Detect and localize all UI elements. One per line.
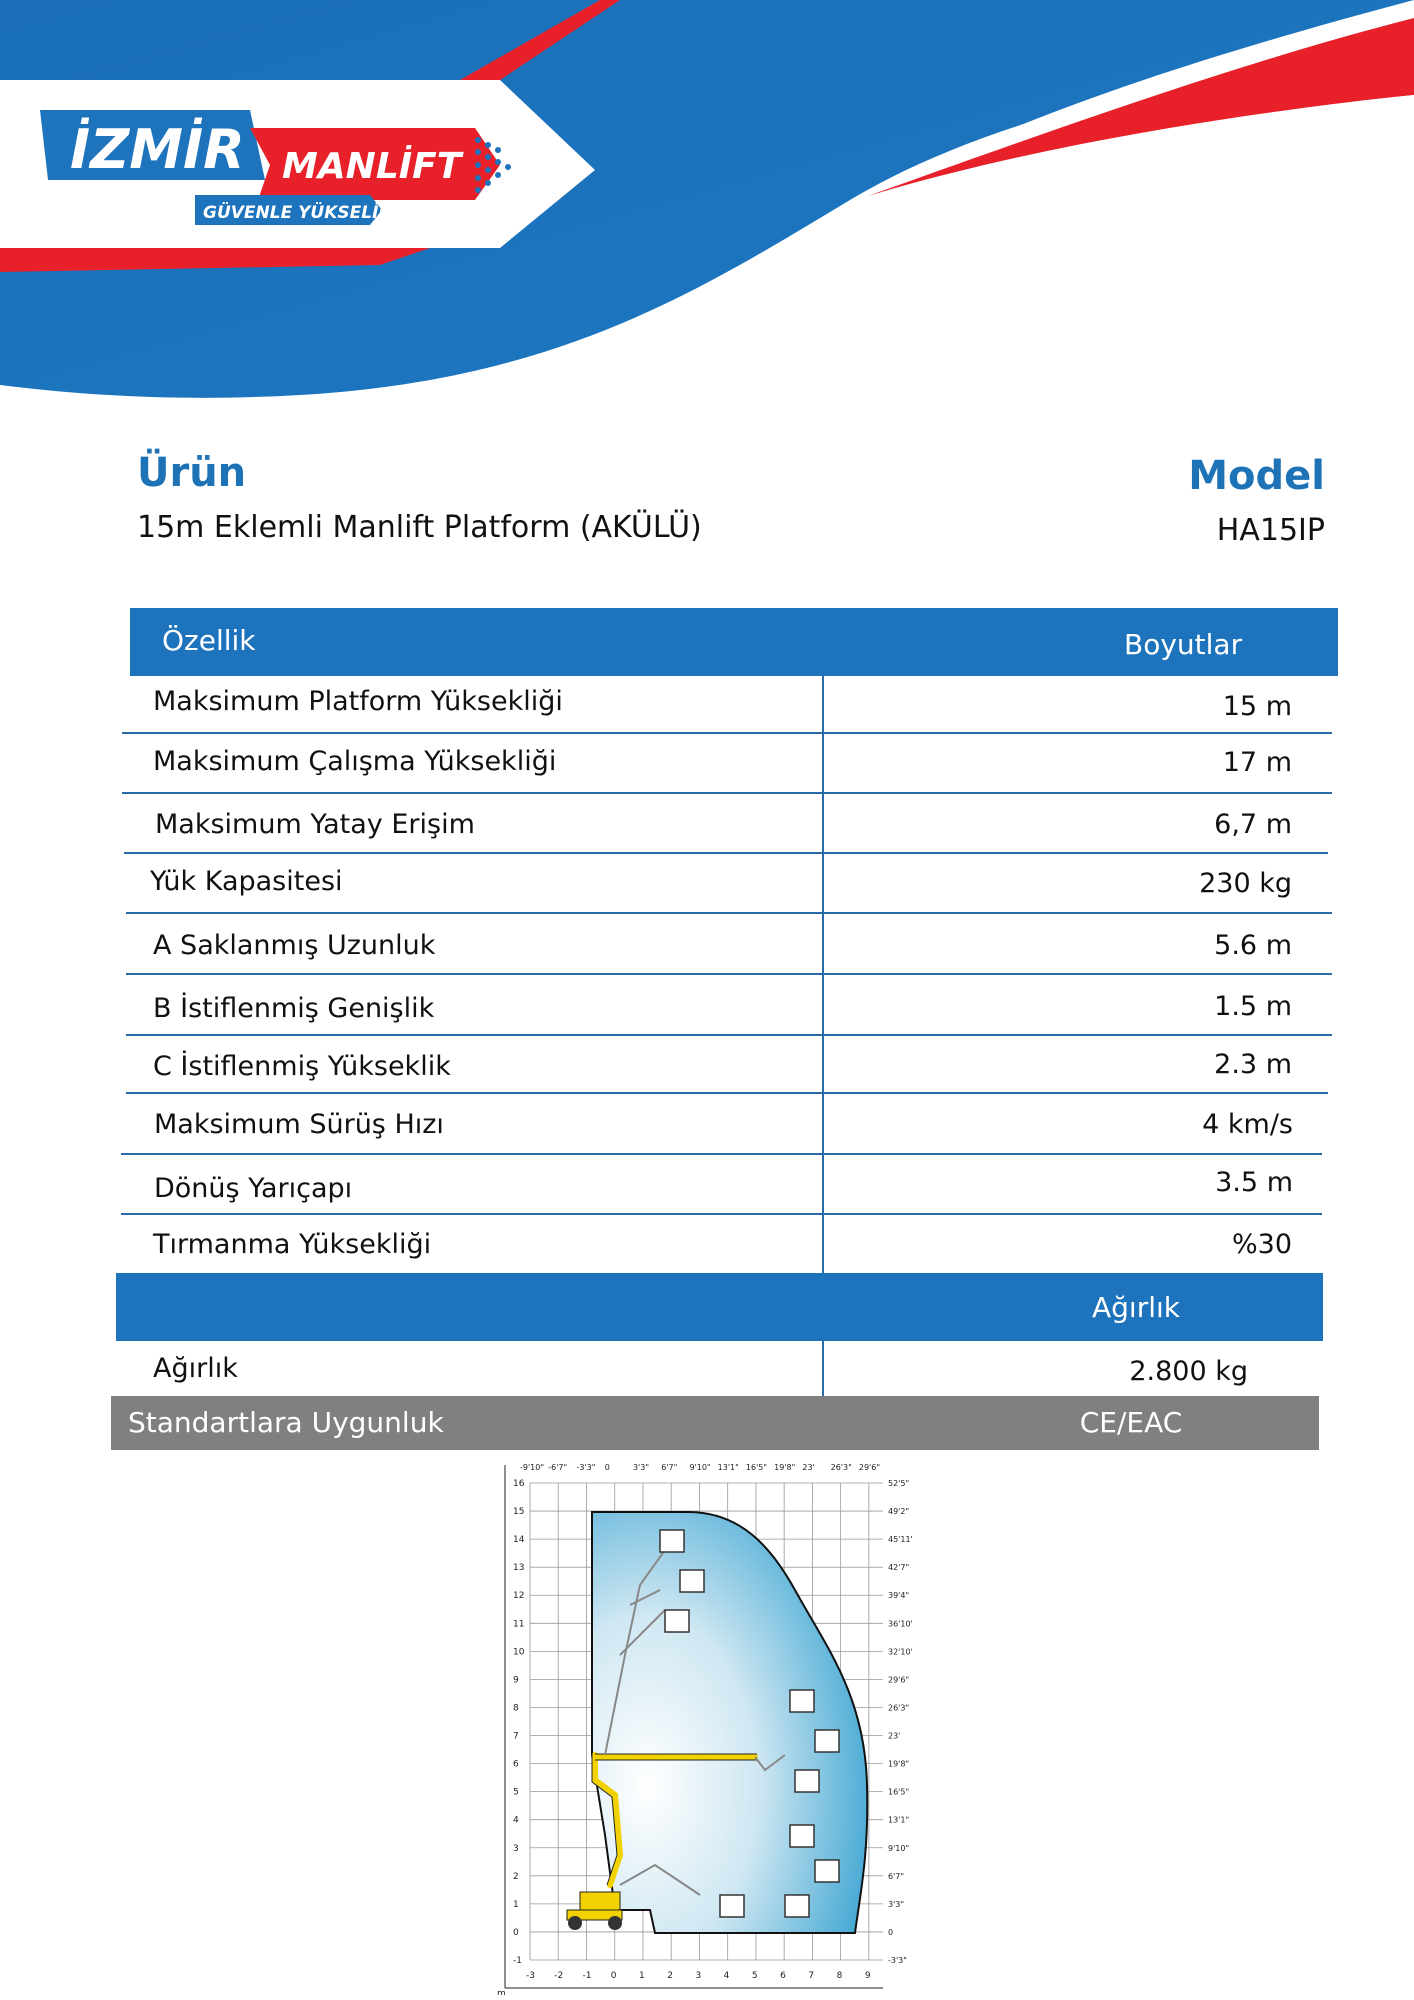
right-tick-label: 3'3" — [888, 1899, 905, 1909]
top-tick-label: 6'7" — [661, 1463, 678, 1472]
spec-key: Dönüş Yarıçapı — [154, 1173, 353, 1204]
left-tick-label: 13 — [513, 1563, 525, 1574]
left-tick-label: 7 — [513, 1731, 519, 1742]
bottom-tick-label: 2 — [667, 1971, 673, 1981]
left-tick-label: 9 — [513, 1675, 519, 1686]
bottom-tick-label: 6 — [780, 1971, 786, 1981]
left-tick-label: 4 — [513, 1815, 519, 1826]
right-tick-label: 36'10' — [888, 1619, 913, 1629]
right-tick-label: 13'1" — [888, 1815, 910, 1825]
spec-key: C İstiflenmiş Yükseklik — [153, 1051, 451, 1082]
logo-text-izmir: İZMİR — [70, 118, 245, 181]
unit-label: m — [497, 1989, 506, 1995]
right-tick-label: 39'4" — [888, 1591, 910, 1601]
spec-key: Maksimum Çalışma Yüksekliği — [153, 746, 557, 777]
product-name: 15m Eklemli Manlift Platform (AKÜLÜ) — [137, 510, 702, 545]
header-feature: Özellik — [162, 624, 256, 657]
standards-row — [111, 1396, 1319, 1450]
top-tick-label: 13'1" — [717, 1463, 739, 1472]
left-tick-label: 8 — [513, 1703, 519, 1714]
left-tick-label: 11 — [513, 1619, 525, 1630]
header-banner — [0, 0, 1414, 420]
spec-row — [126, 975, 1332, 1036]
weight-header: Ağırlık — [1092, 1291, 1180, 1324]
spec-key: Yük Kapasitesi — [150, 866, 343, 897]
left-tick-label: 0 — [513, 1927, 519, 1938]
right-tick-label: 42'7" — [888, 1563, 910, 1573]
spec-key: B İstiflenmiş Genişlik — [153, 993, 435, 1024]
right-tick-label: 49'2" — [888, 1507, 910, 1517]
spec-value: 4 km/s — [1202, 1109, 1293, 1140]
spec-key: Maksimum Yatay Erişim — [155, 809, 475, 840]
bottom-tick-label: 8 — [836, 1971, 843, 1981]
top-tick-label: 26'3" — [830, 1463, 852, 1472]
weight-row — [116, 1341, 1323, 1396]
spec-value: 3.5 m — [1215, 1167, 1293, 1198]
weight-header-band — [116, 1273, 1323, 1341]
spec-key: Tırmanma Yüksekliği — [153, 1229, 432, 1260]
left-tick-label: 14 — [513, 1535, 525, 1546]
spec-row — [122, 676, 1332, 734]
left-tick-label: 5 — [513, 1787, 519, 1798]
top-tick-label: 0 — [604, 1463, 610, 1472]
right-tick-label: 9'10" — [888, 1843, 910, 1853]
top-tick-label: 19'8" — [774, 1463, 796, 1472]
left-tick-label: 15 — [513, 1507, 525, 1518]
bottom-tick-label: 7 — [808, 1971, 815, 1981]
spec-row — [124, 794, 1328, 854]
bottom-tick-label: 3 — [695, 1971, 702, 1981]
right-tick-label: -3'3" — [888, 1956, 907, 1965]
bottom-tick-label: -1 — [582, 1971, 592, 1981]
left-tick-label: 3 — [513, 1843, 519, 1854]
bottom-tick-label: 4 — [723, 1971, 730, 1981]
bottom-tick-label: 9 — [864, 1971, 871, 1981]
spec-row — [126, 854, 1332, 914]
right-tick-label: 19'8" — [888, 1759, 910, 1769]
bottom-tick-label: 5 — [751, 1971, 758, 1981]
spec-value: 5.6 m — [1214, 930, 1292, 961]
weight-value: 2.800 kg — [1129, 1356, 1248, 1387]
top-tick-label: 23' — [802, 1463, 815, 1472]
logo-slogan: GÜVENLE YÜKSELİN — [203, 203, 393, 223]
bottom-tick-label: 0 — [610, 1971, 617, 1981]
right-tick-label: 6'7" — [888, 1871, 905, 1881]
standards-key: Standartlara Uygunluk — [128, 1406, 444, 1439]
working-range-diagram — [495, 1455, 920, 1995]
left-tick-label: 12 — [513, 1591, 525, 1602]
spec-row — [122, 734, 1332, 794]
spec-table-header — [130, 608, 1338, 676]
model-name: HA15IP — [1216, 513, 1325, 548]
top-tick-label: 9'10" — [689, 1463, 711, 1472]
spec-key: Maksimum Sürüş Hızı — [154, 1109, 444, 1140]
right-tick-label: 16'5" — [888, 1787, 910, 1797]
spec-row — [126, 1036, 1328, 1094]
top-tick-label: 29'6" — [858, 1463, 881, 1472]
spec-value: %30 — [1231, 1229, 1292, 1260]
top-tick-label: 3'3" — [632, 1463, 650, 1472]
spec-value: 6,7 m — [1214, 809, 1292, 840]
left-tick-label: 2 — [513, 1871, 519, 1882]
logo-text-manlift: MANLİFT — [282, 146, 462, 187]
right-tick-label: 23' — [888, 1731, 901, 1741]
spec-value: 2.3 m — [1214, 1049, 1292, 1080]
left-tick-label: -1 — [513, 1956, 522, 1966]
left-tick-label: 6 — [513, 1759, 519, 1770]
right-tick-label: 45'11' — [888, 1535, 913, 1545]
left-tick-label: 10 — [513, 1647, 525, 1658]
spec-value: 230 kg — [1199, 868, 1292, 899]
spec-value: 15 m — [1222, 691, 1292, 722]
spec-key: Maksimum Platform Yüksekliği — [153, 686, 563, 717]
machine-base — [567, 1892, 622, 1930]
right-tick-label: 52'5" — [888, 1479, 910, 1488]
bottom-tick-label: -2 — [554, 1971, 564, 1981]
right-tick-label: 26'3" — [888, 1703, 910, 1713]
left-tick-label: 16 — [513, 1479, 525, 1489]
spec-row — [121, 1215, 1322, 1273]
right-tick-label: 29'6" — [888, 1675, 910, 1685]
model-label: Model — [1188, 453, 1325, 499]
top-tick-label: -9'10" — [520, 1463, 545, 1472]
standards-value: CE/EAC — [1079, 1406, 1183, 1439]
weight-key: Ağırlık — [153, 1353, 238, 1384]
spec-row — [121, 1155, 1322, 1215]
left-tick-label: 1 — [513, 1899, 519, 1910]
header-value: Boyutlar — [1124, 628, 1243, 661]
product-label: Ürün — [137, 450, 247, 496]
spec-value: 17 m — [1222, 747, 1292, 778]
top-tick-label: -3'3" — [576, 1463, 596, 1472]
right-tick-label: 32'10' — [888, 1647, 913, 1657]
bottom-tick-label: 1 — [638, 1971, 645, 1981]
spec-key: A Saklanmış Uzunluk — [153, 930, 436, 961]
right-tick-label: 0 — [888, 1927, 894, 1937]
bottom-tick-label: -3 — [526, 1971, 535, 1981]
top-tick-label: -6'7" — [548, 1463, 568, 1472]
top-tick-label: 16'5" — [745, 1463, 768, 1472]
spec-row — [126, 914, 1332, 975]
spec-value: 1.5 m — [1214, 991, 1292, 1022]
spec-row — [121, 1094, 1322, 1155]
